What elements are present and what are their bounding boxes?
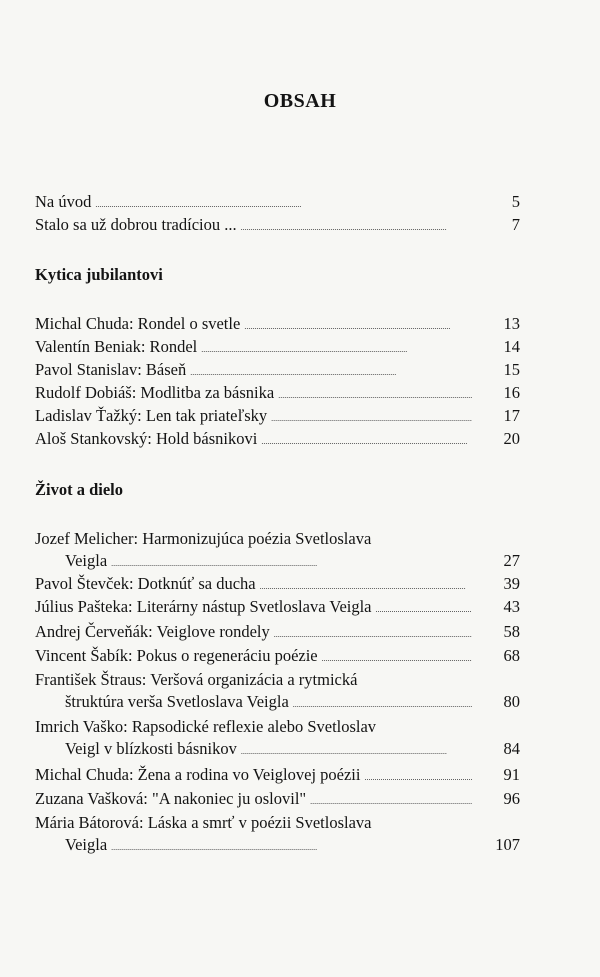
entry-page: 43: [503, 597, 520, 616]
dot-leader: [364, 764, 472, 789]
entry-title: Pavol Stanislav: Báseň: [35, 360, 187, 379]
toc-entry: [35, 764, 520, 786]
dot-leader: [201, 336, 472, 361]
toc-entry: [35, 359, 520, 381]
entry-page: 80: [503, 692, 520, 711]
dot-leader: [260, 573, 472, 598]
dot-leader: [241, 214, 472, 239]
entry-title: Veigla: [65, 551, 108, 570]
entry-title-line1: František Štraus: Veršová organizácia a rytmická: [35, 670, 358, 689]
toc-entry: [35, 428, 520, 450]
entry-title: Valentín Beniak: Rondel: [35, 337, 198, 356]
toc-entry: [35, 382, 520, 404]
dot-leader: [322, 645, 472, 670]
toc-entry: [35, 812, 520, 856]
entry-title: Zuzana Vašková: "A nakoniec ju oslovil": [35, 789, 307, 808]
entry-title: Rudolf Dobiáš: Modlitba za básnika: [35, 383, 275, 402]
toc-entry: [35, 405, 520, 427]
entry-page: 16: [503, 383, 520, 402]
toc-entry: [35, 621, 520, 643]
entry-page: 14: [503, 337, 520, 356]
entry-title: Michal Chuda: Žena a rodina vo Veiglovej poézii: [35, 765, 361, 784]
entry-page: 27: [503, 551, 520, 570]
entry-page: 84: [503, 739, 520, 758]
toc-entry: [35, 645, 520, 667]
entry-title-line1: Imrich Vaško: Rapsodické reflexie alebo Svetloslav: [35, 717, 377, 736]
entry-page: 13: [503, 314, 520, 333]
entry-title: Veigl v blízkosti básnikov: [65, 739, 237, 758]
toc-entry: [35, 596, 520, 618]
entry-page: 15: [503, 360, 520, 379]
dot-leader: [310, 788, 472, 813]
dot-leader: [95, 191, 472, 216]
dot-leader: [190, 359, 472, 384]
entry-title: Július Pašteka: Literárny nástup Svetloslava Veigla: [35, 597, 372, 616]
toc-entry: [35, 716, 520, 760]
entry-page: 39: [503, 574, 520, 593]
entry-page: 68: [503, 646, 520, 665]
entry-title: Na úvod: [35, 192, 92, 211]
entry-page: 107: [495, 835, 520, 854]
dot-leader: [111, 550, 472, 575]
entry-title: Michal Chuda: Rondel o svetle: [35, 314, 241, 333]
entry-page: 7: [511, 215, 520, 234]
toc-entry: [35, 336, 520, 358]
entry-title: Aloš Stankovský: Hold básnikovi: [35, 429, 258, 448]
entry-title-line1: Jozef Melicher: Harmonizujúca poézia Svetloslava: [35, 529, 372, 548]
dot-leader: [274, 621, 472, 646]
section-heading: Život a dielo: [35, 480, 124, 499]
entry-page: 58: [503, 622, 520, 641]
dot-leader: [261, 428, 472, 453]
dot-leader: [111, 834, 472, 859]
entry-title: Pavol Števček: Dotknúť sa ducha: [35, 574, 256, 593]
entry-page: 91: [503, 765, 520, 784]
toc-entry: [35, 669, 520, 713]
entry-page: 96: [503, 789, 520, 808]
entry-page: 20: [503, 429, 520, 448]
page-title: OBSAH: [263, 90, 337, 112]
entry-title: Vincent Šabík: Pokus o regeneráciu poézie: [35, 646, 318, 665]
dot-leader: [244, 313, 472, 338]
entry-title: Ladislav Ťažký: Len tak priateľsky: [35, 406, 268, 425]
toc-entry: [35, 313, 520, 335]
entry-page: 5: [511, 192, 520, 211]
dot-leader: [293, 691, 472, 716]
section-heading: Kytica jubilantovi: [35, 265, 163, 284]
dot-leader: [241, 738, 472, 763]
entry-title: štruktúra verša Svetloslava Veigla: [65, 692, 289, 711]
toc-entry: [35, 214, 520, 236]
dot-leader: [278, 382, 472, 407]
dot-leader: [376, 596, 472, 621]
toc-entry: [35, 528, 520, 572]
toc-entry: [35, 788, 520, 810]
entry-title: Veigla: [65, 835, 108, 854]
entry-title: Andrej Červeňák: Veiglove rondely: [35, 622, 270, 641]
toc-entry: [35, 573, 520, 595]
entry-title: Stalo sa už dobrou tradíciou ...: [35, 215, 237, 234]
toc-entry: [35, 191, 520, 213]
entry-page: 17: [503, 406, 520, 425]
entry-title-line1: Mária Bátorová: Láska a smrť v poézii Svetloslava: [35, 813, 372, 832]
dot-leader: [271, 405, 472, 430]
